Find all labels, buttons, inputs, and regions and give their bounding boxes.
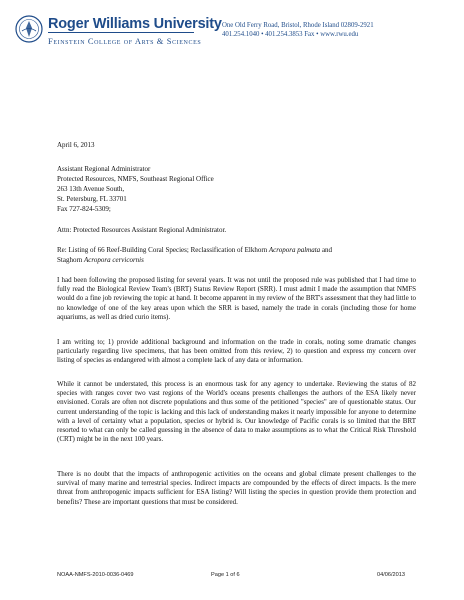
- recipient-line: St. Petersburg, FL 33701: [57, 195, 127, 203]
- footer-date: 04/06/2013: [377, 572, 405, 578]
- college-name: Feinstein College of Arts & Sciences: [48, 36, 202, 46]
- letterhead-rule: [48, 32, 194, 33]
- body-paragraph: There is no doubt that the impacts of anthropogenic activities on the oceans and global climate present challenges to the survival of many marine and terrestrial species. Indirect impacts are compounded by the effects of direct impacts. Is the mere threat from anthropogenic impacts sufficient for ESA listing? Will listing the species in question provide them protection and benefits? These are important questions that must be considered.: [57, 470, 416, 506]
- university-seal-icon: [14, 14, 44, 44]
- subject-text: and: [320, 246, 333, 254]
- address-line: One Old Ferry Road, Bristol, Rhode Island 02809-2921: [222, 22, 374, 29]
- university-name: Roger Williams University: [48, 16, 222, 32]
- letterhead-address: [222, 21, 374, 39]
- recipient-line: Fax 727-824-5309;: [57, 205, 111, 213]
- subject-text: Staghorn: [57, 256, 85, 264]
- subject-line: [57, 256, 144, 265]
- body-paragraph: While it cannot be understated, this process is an enormous task for any agency to undertake. Reviewing the status of 82 species with ranges cover two vast regions of the World's oceans presents challenges the authors of the ESA likely never envisioned. Corals are often not discrete populations and thus some of the petitioned "species" are of questionable status. Our current understanding of the topic is lacking and this lack of understanding makes it nearly impossible for anyone to determine with a level of certainty what a population, species or hybrid is. Our knowledge of Pacific corals is so limited that the BRT resorted to what can only be called guessing in the absence of data to make assumptions as to what the Critical Risk Threshold (CRT) might be in the next 100 years.: [57, 380, 416, 444]
- subject-line: [57, 246, 332, 255]
- recipient-line: Assistant Regional Administrator: [57, 165, 151, 173]
- letterhead: [14, 14, 454, 58]
- attention-line: Attn: Protected Resources Assistant Regional Administrator.: [57, 226, 227, 234]
- recipient-line: 263 13th Avenue South,: [57, 185, 125, 193]
- recipient-line: Protected Resources, NMFS, Southeast Regional Office: [57, 175, 214, 183]
- document-id: NOAA-NMFS-2010-0036-0469: [57, 572, 134, 578]
- letter-date: April 6, 2013: [57, 141, 95, 149]
- species-name: Acropora palmata: [268, 246, 321, 254]
- page-number: Page 1 of 6: [211, 572, 240, 578]
- contact-line: 401.254.1040 • 401.254.3853 Fax • www.rwu.edu: [222, 31, 359, 38]
- species-name: Acropora cervicornis: [84, 256, 144, 264]
- subject-text: Re: Listing of 66 Reef-Building Coral Species; Reclassification of Elkhorn: [57, 246, 269, 254]
- body-paragraph: I had been following the proposed listing for several years. It was not until the proposed rule was published that I had time to fully read the Biological Review Team's (BRT) Status Review Report (SRR). I must admit I made the assumption that NMFS would do a fine job reviewing the topic at hand. It become apparent in my review of the BRT's assessment that they had little to no knowledge of one of the key areas upon which the SRR is based, namely the trade in corals (including those for home aquariums, as well as dried curio items).: [57, 276, 416, 321]
- body-paragraph: I am writing to; 1) provide additional background and information on the trade in corals, noting some dramatic changes particularly regarding live specimens, that has been omitted from this review, 2) to question and express my concern over listing of species as endangered with almost a complete lack of any data or information.: [57, 338, 416, 365]
